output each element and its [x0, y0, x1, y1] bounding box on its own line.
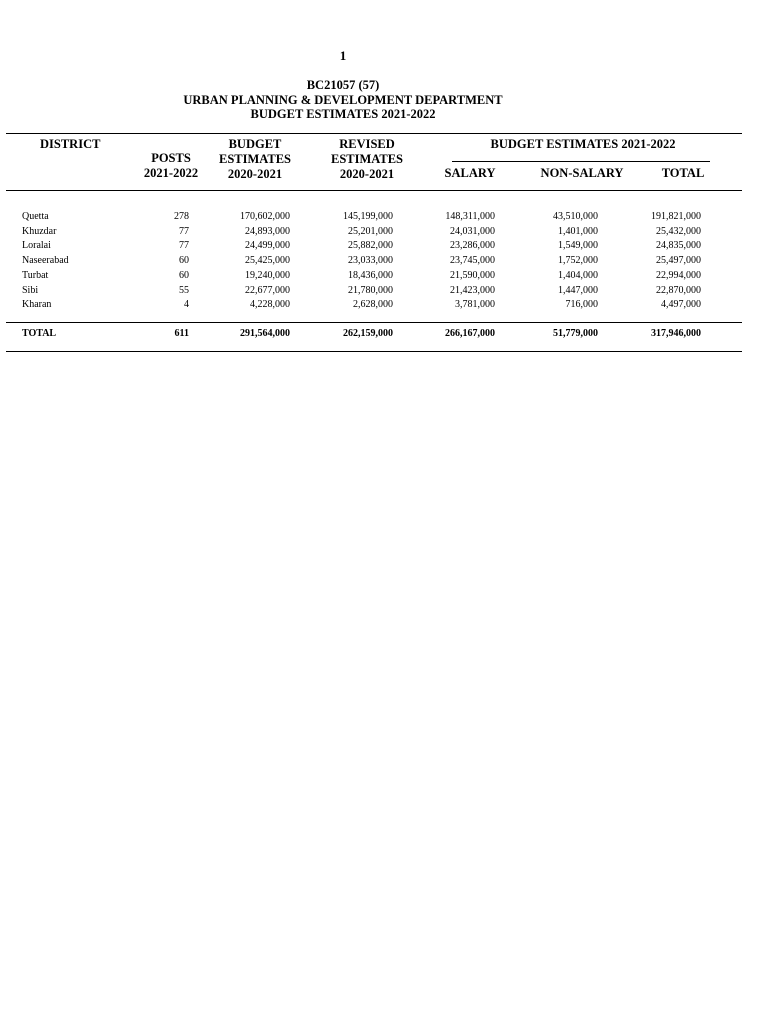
cell-nonsalary: 1,404,000	[558, 269, 598, 281]
cell-posts: 55	[179, 284, 189, 296]
cell-total: 22,994,000	[656, 269, 701, 281]
cell-salary: 21,423,000	[450, 284, 495, 296]
cell-revised: 25,882,000	[348, 240, 393, 252]
cell-budget: 25,425,000	[245, 255, 290, 267]
cell-nonsalary: 43,510,000	[553, 211, 598, 222]
cell-budget: 170,602,000	[240, 211, 290, 222]
cell-budget: 4,228,000	[250, 299, 290, 311]
cell-district: Sibi	[22, 284, 39, 296]
cell-total: 191,821,000	[651, 211, 701, 222]
cell-budget: 24,893,000	[245, 225, 290, 237]
cell-posts: 4	[184, 299, 189, 311]
cell-budget: 19,240,000	[245, 269, 290, 281]
column-header-revised	[322, 137, 412, 182]
posts-label: POSTS	[151, 151, 191, 165]
budget-label: BUDGET	[228, 137, 282, 151]
table-row	[0, 225, 770, 239]
document-subtitle: BUDGET ESTIMATES 2021-2022	[250, 107, 436, 121]
department-name: URBAN PLANNING & DEVELOPMENT DEPARTMENT	[183, 92, 503, 107]
budget-year: 2020-2021	[227, 167, 283, 181]
table-bottom-rule	[6, 351, 742, 352]
totals-label: TOTAL	[22, 328, 57, 339]
cell-revised: 18,436,000	[348, 269, 393, 281]
column-header-budget	[210, 137, 300, 182]
cell-budget: 24,499,000	[245, 240, 290, 252]
posts-year: 2021-2022	[143, 166, 199, 180]
totals-row	[0, 327, 770, 341]
budget-estimates-label: ESTIMATES	[218, 152, 291, 166]
cell-district: Loralai	[22, 240, 51, 252]
totals-top-rule	[6, 322, 742, 323]
cell-revised: 21,780,000	[348, 284, 393, 296]
cell-total: 22,870,000	[656, 284, 701, 296]
cell-salary: 23,286,000	[450, 240, 495, 252]
cell-posts: 77	[179, 240, 189, 252]
cell-district: Kharan	[22, 299, 52, 311]
cell-district: Quetta	[22, 211, 49, 222]
totals-budget: 291,564,000	[240, 328, 290, 339]
cell-district: Khuzdar	[22, 225, 57, 237]
cell-salary: 148,311,000	[445, 211, 495, 222]
cell-budget: 22,677,000	[245, 284, 290, 296]
budget-code: BC21057 (57)	[306, 78, 380, 92]
page-number: 1	[339, 48, 347, 63]
cell-revised: 25,201,000	[348, 225, 393, 237]
cell-district: Turbat	[22, 269, 49, 281]
cell-salary: 3,781,000	[455, 299, 495, 311]
document-header	[0, 78, 686, 122]
cell-nonsalary: 1,401,000	[558, 225, 598, 237]
table-row	[0, 284, 770, 298]
cell-salary: 23,745,000	[450, 255, 495, 267]
cell-nonsalary: 1,447,000	[558, 284, 598, 296]
cell-posts: 60	[179, 255, 189, 267]
table-row	[0, 239, 770, 253]
header-bottom-rule	[6, 190, 742, 191]
table-row	[0, 210, 770, 224]
cell-total: 25,497,000	[656, 255, 701, 267]
cell-total: 4,497,000	[661, 299, 701, 311]
column-header-salary: SALARY	[444, 166, 496, 180]
revised-label: REVISED	[339, 137, 395, 151]
totals-salary: 266,167,000	[445, 328, 495, 339]
cell-revised: 145,199,000	[343, 211, 393, 222]
totals-posts: 611	[174, 328, 189, 339]
table-top-rule	[6, 133, 742, 134]
revised-year: 2020-2021	[339, 167, 395, 181]
cell-nonsalary: 716,000	[565, 299, 598, 311]
revised-estimates-label: ESTIMATES	[330, 152, 403, 166]
column-header-district: DISTRICT	[40, 137, 101, 151]
column-header-total: TOTAL	[661, 166, 705, 180]
cell-total: 24,835,000	[656, 240, 701, 252]
cell-revised: 2,628,000	[353, 299, 393, 311]
cell-posts: 60	[179, 269, 189, 281]
cell-posts: 278	[174, 211, 189, 222]
cell-nonsalary: 1,752,000	[558, 255, 598, 267]
column-header-nonsalary: NON-SALARY	[540, 166, 624, 180]
cell-revised: 23,033,000	[348, 255, 393, 267]
table-row	[0, 298, 770, 312]
totals-nonsalary: 51,779,000	[553, 328, 598, 339]
totals-revised: 262,159,000	[343, 328, 393, 339]
cell-posts: 77	[179, 225, 189, 237]
group-header-underline	[452, 161, 710, 162]
cell-total: 25,432,000	[656, 225, 701, 237]
totals-total: 317,946,000	[651, 328, 701, 339]
cell-salary: 21,590,000	[450, 269, 495, 281]
column-group-header: BUDGET ESTIMATES 2021-2022	[490, 137, 676, 151]
table-row	[0, 269, 770, 283]
cell-salary: 24,031,000	[450, 225, 495, 237]
cell-district: Naseerabad	[22, 255, 69, 267]
cell-nonsalary: 1,549,000	[558, 240, 598, 252]
table-row	[0, 254, 770, 268]
column-header-posts	[138, 151, 204, 181]
